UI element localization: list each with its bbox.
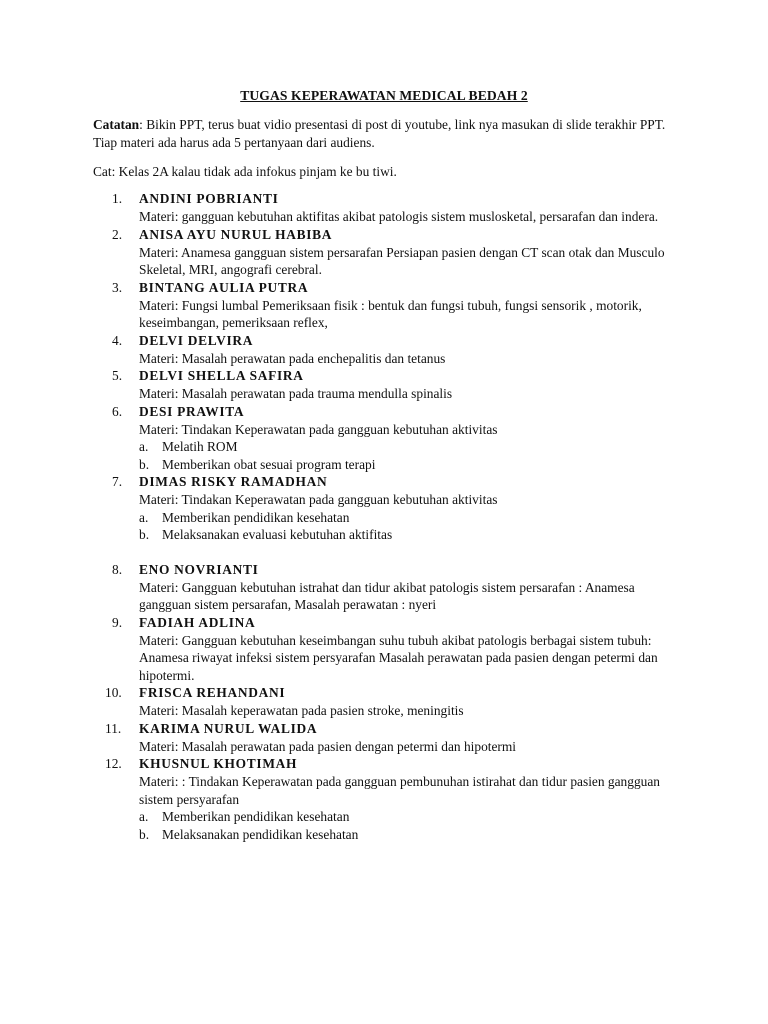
materi-text: Materi: Masalah perawatan pada pasien dengan petermi dan hipotermi bbox=[139, 738, 517, 754]
sub-item-text: Memberikan pendidikan kesehatan bbox=[162, 509, 350, 525]
item-number: 12. bbox=[105, 756, 122, 771]
sub-item bbox=[139, 456, 679, 474]
list-item bbox=[0, 332, 679, 368]
list-item bbox=[0, 403, 679, 474]
student-name: KHUSNUL KHOTIMAH bbox=[139, 756, 298, 771]
sub-item-letter: a. bbox=[139, 809, 149, 824]
materi-text: Materi: Tindakan Keperawatan pada gangguan kebutuhan aktivitas bbox=[139, 421, 498, 437]
sub-item-letter: a. bbox=[139, 509, 149, 525]
sub-item bbox=[139, 826, 679, 844]
student-name: FRISCA REHANDANI bbox=[139, 685, 286, 700]
student-name: ANISA AYU NURUL HABIBA bbox=[139, 226, 333, 242]
list-item bbox=[0, 684, 679, 720]
materi-text: Materi: Masalah perawatan pada enchepalitis dan tetanus bbox=[139, 350, 446, 366]
sub-item-text: Memberikan pendidikan kesehatan bbox=[162, 809, 350, 824]
catatan-label: Catatan bbox=[93, 117, 140, 132]
assignment-list bbox=[0, 190, 768, 843]
sub-item-text: Memberikan obat sesuai program terapi bbox=[162, 456, 376, 472]
item-number: 7. bbox=[112, 474, 123, 489]
list-item bbox=[0, 720, 679, 756]
list-item bbox=[0, 473, 679, 561]
sub-item-text: Melatih ROM bbox=[162, 439, 238, 454]
materi-text: Materi: Gangguan kebutuhan istrahat dan tidur akibat patologis sistem persarafan : Anamesa gangguan sistem persarafan, Masalah perawatan : nyeri bbox=[139, 579, 635, 612]
student-name: DELVI SHELLA SAFIRA bbox=[139, 368, 304, 383]
student-name: DIMAS RISKY RAMADHAN bbox=[139, 474, 328, 489]
cat-note: Cat: Kelas 2A kalau tidak ada infokus pinjam ke bu tiwi. bbox=[93, 164, 397, 179]
sub-item bbox=[139, 526, 679, 544]
student-name: ENO NOVRIANTI bbox=[139, 561, 259, 577]
sub-item bbox=[139, 438, 679, 456]
item-number: 4. bbox=[112, 332, 123, 348]
materi-text: Materi: gangguan kebutuhan aktifitas akibat patologis sistem muslosketal, persarafan dan indera. bbox=[139, 209, 659, 224]
catatan-note bbox=[93, 116, 683, 152]
sub-item bbox=[139, 808, 679, 826]
catatan-text: : Bikin PPT, terus buat vidio presentasi di post di youtube, link nya masukan di slide terakhir PPT. Tiap materi ada harus ada 5 pertanyaan dari audiens. bbox=[93, 117, 666, 150]
document-title: TUGAS KEPERAWATAN MEDICAL BEDAH 2 bbox=[240, 88, 528, 103]
item-number: 8. bbox=[112, 561, 123, 577]
list-item bbox=[0, 367, 679, 403]
student-name: DESI PRAWITA bbox=[139, 403, 245, 419]
student-name: FADIAH ADLINA bbox=[139, 614, 256, 630]
sub-item-letter: b. bbox=[139, 527, 150, 542]
materi-text: Materi: Masalah keperawatan pada pasien stroke, meningitis bbox=[139, 703, 464, 718]
list-item bbox=[0, 279, 679, 332]
item-number: 6. bbox=[112, 403, 123, 419]
sub-item-letter: a. bbox=[139, 439, 149, 454]
item-number: 9. bbox=[112, 614, 123, 630]
student-name: BINTANG AULIA PUTRA bbox=[139, 279, 309, 295]
item-number: 3. bbox=[112, 279, 123, 295]
materi-text: Materi: Fungsi lumbal Pemeriksaan fisik : bentuk dan fungsi tubuh, fungsi sensorik , motorik, keseimbangan, pemeriksaan reflex, bbox=[139, 297, 642, 330]
materi-text: Materi: : Tindakan Keperawatan pada gangguan pembunuhan istirahat dan tidur pasien gangguan sistem persyarafan bbox=[139, 774, 660, 807]
list-item bbox=[0, 614, 679, 685]
materi-text: Materi: Tindakan Keperawatan pada gangguan kebutuhan aktivitas bbox=[139, 492, 498, 507]
item-number: 1. bbox=[112, 191, 123, 206]
student-name: DELVI DELVIRA bbox=[139, 332, 254, 348]
sub-item-letter: b. bbox=[139, 826, 150, 842]
sub-item-text: Melaksanakan evaluasi kebutuhan aktifitas bbox=[162, 527, 393, 542]
sub-item-text: Melaksanakan pendidikan kesehatan bbox=[162, 826, 359, 842]
materi-text: Materi: Masalah perawatan pada trauma mendulla spinalis bbox=[139, 386, 453, 401]
list-item bbox=[0, 190, 679, 226]
materi-text: Materi: Gangguan kebutuhan keseimbangan suhu tubuh akibat patologis berbagai sistem tubuh: Anamesa riwayat infeksi sistem persyarafan Masalah perawatan pada pasien dengan petermi dan hipotermi. bbox=[139, 632, 658, 683]
materi-text: Materi: Anamesa gangguan sistem persarafan Persiapan pasien dengan CT scan otak dan Musculo Skeletal, MRI, angografi cerebral. bbox=[139, 244, 665, 277]
item-number: 11. bbox=[105, 720, 122, 736]
item-number: 2. bbox=[112, 226, 123, 242]
item-number: 10. bbox=[105, 685, 122, 700]
sub-item-letter: b. bbox=[139, 456, 150, 472]
item-number: 5. bbox=[112, 368, 123, 383]
list-item bbox=[0, 755, 679, 843]
student-name: KARIMA NURUL WALIDA bbox=[139, 720, 318, 736]
student-name: ANDINI POBRIANTI bbox=[139, 191, 279, 206]
blank-line bbox=[139, 544, 679, 561]
list-item bbox=[0, 226, 679, 279]
sub-item bbox=[139, 509, 679, 527]
list-item bbox=[0, 561, 679, 614]
